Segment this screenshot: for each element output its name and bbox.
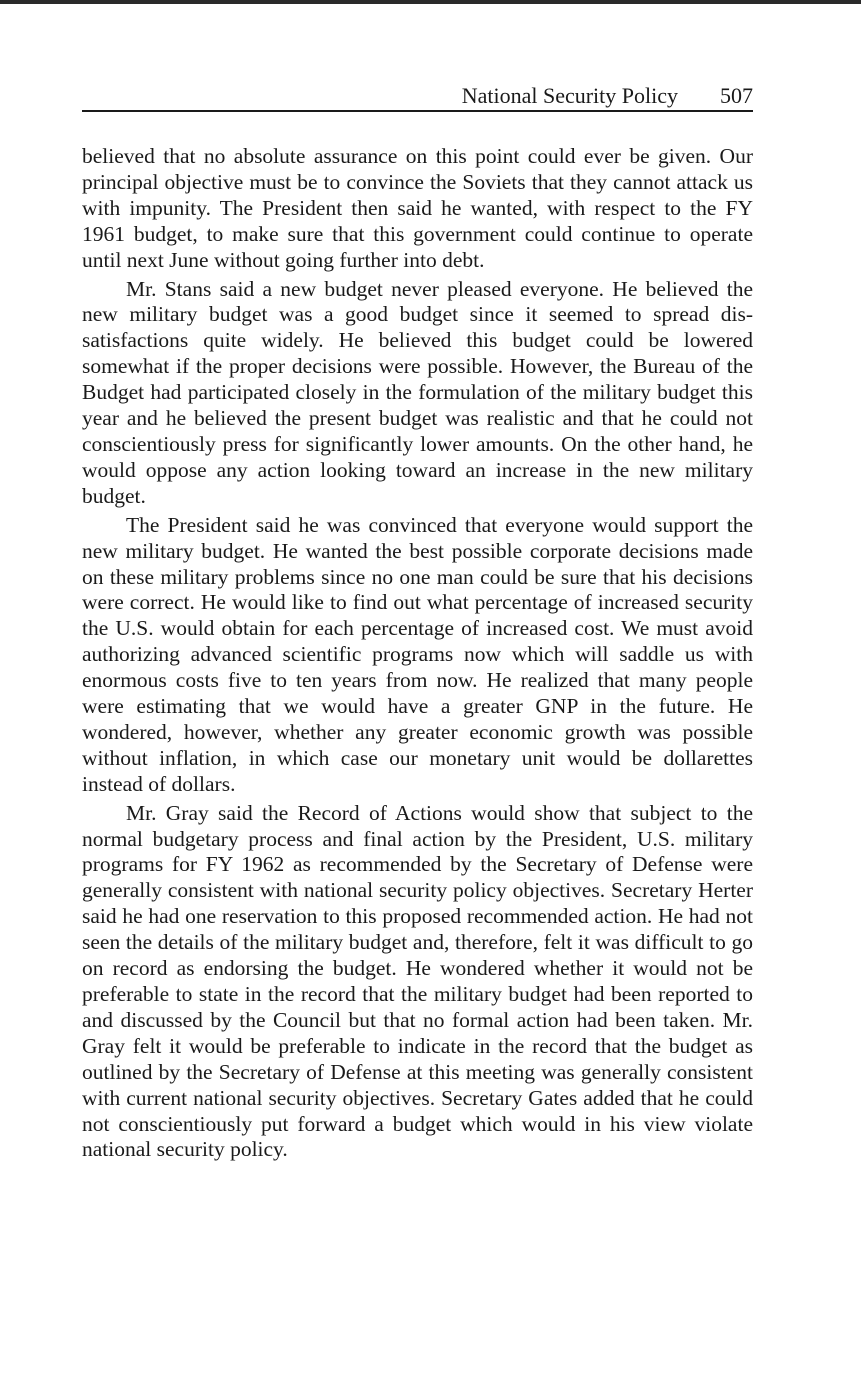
running-header <box>82 82 753 112</box>
page-number: 507 <box>720 83 753 108</box>
paragraph-continued: believed that no absolute assurance on this point could ever be given. Our principal objective must be to convince the Soviets that they cannot attack us with impunity. The President then said he wanted, with respect to the FY 1961 budget, to make sure that this government could continue to operate until next June without going further into debt. <box>82 144 753 272</box>
paragraph-gray: Mr. Gray said the Record of Actions would show that subject to the normal budgetary process and final action by the President, U.S. military programs for FY 1962 as recommended by the Secretary of Defense were generally consistent with national security policy objectives. Secretary Herter said he had one reservation to this proposed recommended action. He had not seen the details of the military budget and, therefore, felt it was difficult to go on record as endorsing the budget. He wondered whether it would not be preferable to state in the record that the military budget had been reported to and discussed by the Council but that no formal action had been taken. Mr. Gray felt it would be preferable to indicate in the record that the budget as outlined by the Secretary of Defense at this meeting was generally consistent with current national security objectives. Secretary Gates added that he could not conscientiously put forward a budget which would in his view violate national security policy. <box>82 800 753 1162</box>
paragraph-president: The President said he was convinced that everyone would support the new military budget. He wanted the best possible corporate decisions made on these military problems since no one man could be sure that his decisions were correct. He would like to find out what percentage of increased security the U.S. would obtain for each percentage of increased cost. We must avoid authorizing advanced scientific programs now which will saddle us with enormous costs five to ten years from now. He realized that many people were estimating that we would have a greater GNP in the future. He wondered, however, whether any greater economic growth was possible without inflation, in which case our monetary unit would be dollarettes instead of dollars. <box>82 512 753 796</box>
paragraph-stans: Mr. Stans said a new budget never pleased everyone. He believed the new military budget was a good budget since it seemed to spread dissatisfactions quite widely. He believed this budget could be lowered somewhat if the proper decisions were possible. However, the Bureau of the Budget had participated closely in the formulation of the military budget this year and he believed the present budget was realistic and that he could not conscientiously press for significantly lower amounts. On the other hand, he would oppose any action looking toward an increase in the new military budget. <box>82 276 753 508</box>
page-top-edge <box>0 0 861 4</box>
body-text <box>82 144 753 1163</box>
running-title: National Security Policy <box>461 83 678 108</box>
